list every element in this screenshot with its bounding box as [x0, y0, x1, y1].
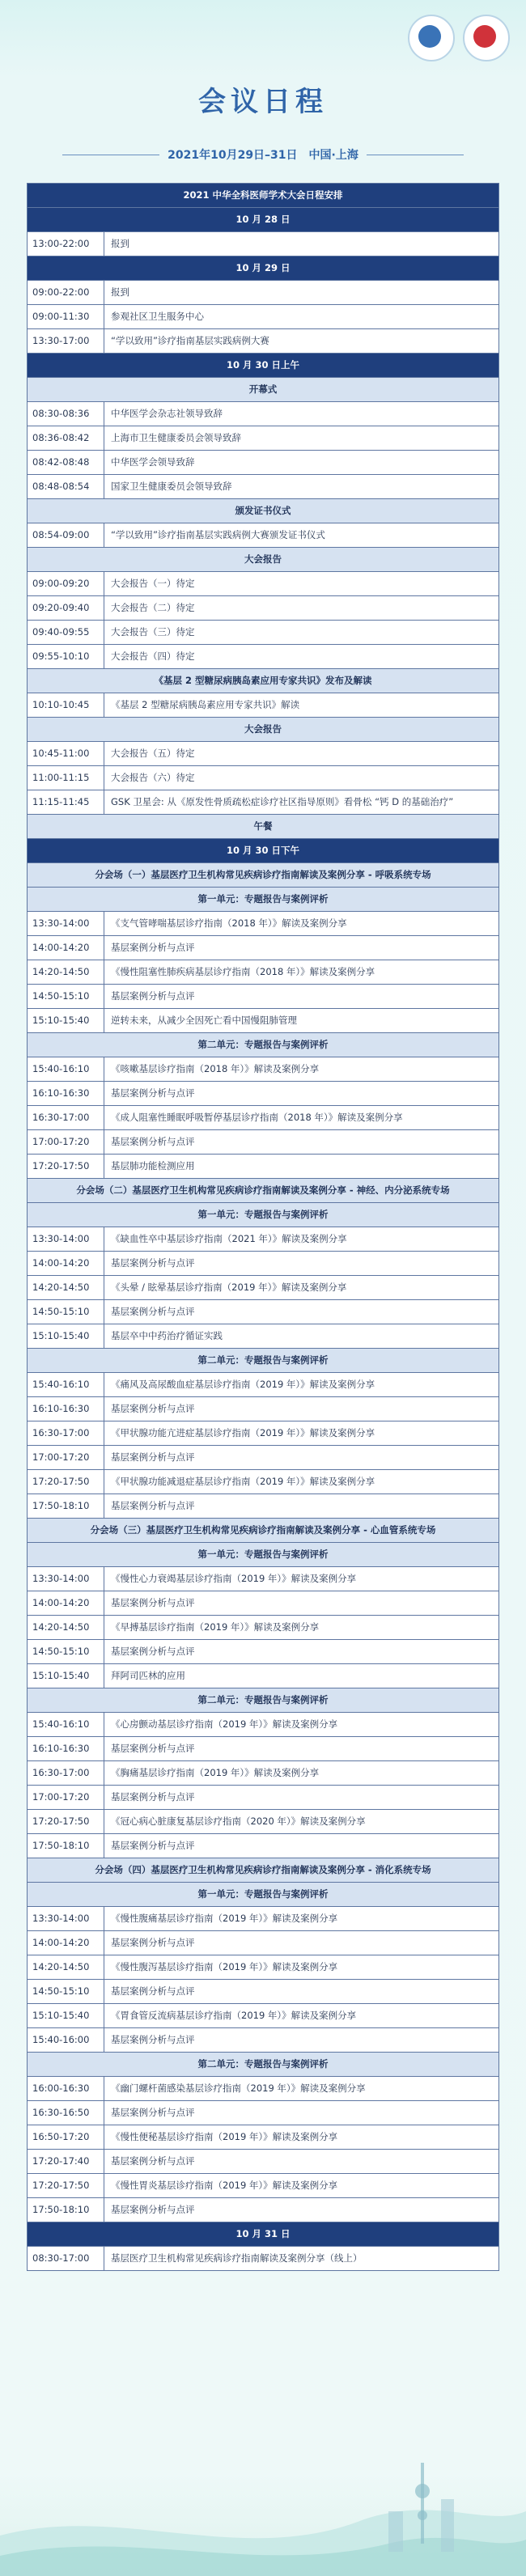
date-header-text: 10 月 30 日下午	[226, 845, 300, 856]
schedule-content: 《头晕 / 眩晕基层诊疗指南（2019 年）》解读及案例分享	[111, 1282, 347, 1293]
date-location-line	[0, 146, 526, 163]
schedule-time: 17:20-17:50	[28, 1470, 104, 1493]
schedule-row	[27, 2247, 499, 2271]
schedule-time: 09:00-09:20	[28, 572, 104, 595]
cma-logo-icon	[408, 15, 455, 61]
date-header-row	[27, 183, 499, 208]
schedule-table	[27, 183, 499, 2271]
section-header-text: 颁发证书仪式	[235, 505, 291, 516]
schedule-time: 16:10-16:30	[28, 1082, 104, 1105]
section-header-text: 第二单元：专题报告与案例评析	[197, 1694, 329, 1705]
schedule-time: 14:50-15:10	[28, 1300, 104, 1324]
schedule-content: 《缺血性卒中基层诊疗指南（2021 年）》解读及案例分享	[111, 1233, 347, 1244]
schedule-content: 大会报告（一）待定	[111, 578, 195, 589]
schedule-content: 逆转未来，从减少全因死亡看中国慢阻肺管理	[111, 1015, 297, 1026]
schedule-row	[27, 475, 499, 499]
schedule-row	[27, 2028, 499, 2053]
page-title: 会议日程	[198, 86, 328, 118]
schedule-time: 14:00-14:20	[28, 936, 104, 960]
schedule-time: 13:30-14:00	[28, 1907, 104, 1930]
schedule-row	[27, 1009, 499, 1033]
schedule-content: 《痛风及高尿酸血症基层诊疗指南（2019 年）》解读及案例分享	[111, 1379, 375, 1390]
schedule-content: 《基层 2 型糖尿病胰岛素应用专家共识》解读	[111, 699, 300, 710]
schedule-row	[27, 936, 499, 960]
date-header-row	[27, 208, 499, 232]
schedule-time: 17:20-17:50	[28, 2174, 104, 2197]
schedule-row	[27, 2125, 499, 2150]
schedule-content: 《慢性便秘基层诊疗指南（2019 年）》解读及案例分享	[111, 2131, 338, 2142]
section-header-row	[27, 378, 499, 402]
section-header-text: 第一单元：专题报告与案例评析	[197, 893, 329, 905]
schedule-row	[27, 1106, 499, 1130]
schedule-time: 15:40-16:00	[28, 2028, 104, 2052]
schedule-time: 15:10-15:40	[28, 1664, 104, 1688]
section-header-text: 大会报告	[244, 553, 282, 565]
schedule-row	[27, 281, 499, 305]
section-header-row	[27, 1883, 499, 1907]
schedule-row	[27, 742, 499, 766]
schedule-content: 基层案例分析与点评	[111, 942, 195, 953]
section-header-row	[27, 1203, 499, 1227]
date-location: 2021年10月29日–31日 中国·上海	[168, 149, 358, 162]
schedule-time: 14:20-14:50	[28, 1616, 104, 1639]
schedule-content: 基层肺功能检测应用	[111, 1160, 195, 1171]
section-header-text: 第一单元：专题报告与案例评析	[197, 1209, 329, 1220]
schedule-row	[27, 426, 499, 451]
schedule-row	[27, 1713, 499, 1737]
schedule-row	[27, 1082, 499, 1106]
schedule-row	[27, 2101, 499, 2125]
schedule-row	[27, 2198, 499, 2222]
schedule-time: 09:55-10:10	[28, 645, 104, 668]
section-header-text: 大会报告	[244, 723, 282, 735]
date-header-row	[27, 256, 499, 281]
schedule-content: 报到	[111, 238, 129, 249]
city-skyline-decoration	[0, 2414, 526, 2576]
schedule-row	[27, 645, 499, 669]
schedule-content: 基层案例分析与点评	[111, 2155, 195, 2167]
schedule-time: 15:40-16:10	[28, 1713, 104, 1736]
schedule-time: 08:54-09:00	[28, 523, 104, 547]
schedule-time: 13:30-14:00	[28, 1567, 104, 1591]
date-header-text: 2021 中华全科医师学术大会日程安排	[183, 189, 343, 201]
schedule-row	[27, 2150, 499, 2174]
schedule-time: 17:20-17:50	[28, 1155, 104, 1178]
schedule-content: 基层案例分析与点评	[111, 2034, 195, 2045]
schedule-row	[27, 1130, 499, 1155]
schedule-content: 《慢性阻塞性肺疾病基层诊疗指南（2018 年）》解读及案例分享	[111, 966, 375, 977]
schedule-time: 14:50-15:10	[28, 1640, 104, 1663]
schedule-content: 《慢性腹泻基层诊疗指南（2019 年）》解读及案例分享	[111, 1961, 338, 1972]
section-header-text: 《基层 2 型糖尿病胰岛素应用专家共识》发布及解读	[154, 675, 372, 686]
schedule-row	[27, 1737, 499, 1761]
section-header-row	[27, 1033, 499, 1057]
schedule-time: 14:50-15:10	[28, 985, 104, 1008]
schedule-content: 基层案例分析与点评	[111, 1985, 195, 1997]
schedule-content: 《慢性胃炎基层诊疗指南（2019 年）》解读及案例分享	[111, 2180, 338, 2191]
schedule-content: 中华医学会领导致辞	[111, 456, 195, 468]
schedule-content: 基层案例分析与点评	[111, 1136, 195, 1147]
schedule-content: 基层案例分析与点评	[111, 990, 195, 1002]
schedule-row	[27, 1276, 499, 1300]
schedule-row	[27, 1591, 499, 1616]
schedule-row	[27, 329, 499, 354]
section-header-row	[27, 815, 499, 839]
schedule-time: 09:40-09:55	[28, 621, 104, 644]
section-header-row	[27, 669, 499, 693]
schedule-content: 基层案例分析与点评	[111, 1597, 195, 1608]
schedule-content: 基层卒中中药治疗循证实践	[111, 1330, 223, 1341]
schedule-time: 17:20-17:40	[28, 2150, 104, 2173]
schedule-content: 基层案例分析与点评	[111, 1743, 195, 1754]
date-header-text: 10 月 28 日	[235, 214, 291, 225]
schedule-content: 《心房颤动基层诊疗指南（2019 年）》解读及案例分享	[111, 1718, 338, 1730]
section-header-row	[27, 863, 499, 888]
schedule-content: 《咳嗽基层诊疗指南（2018 年）》解读及案例分享	[111, 1063, 320, 1074]
schedule-row	[27, 596, 499, 621]
schedule-row	[27, 1810, 499, 1834]
schedule-row	[27, 1955, 499, 1980]
journal-logo-icon	[463, 15, 510, 61]
date-header-row	[27, 839, 499, 863]
schedule-row	[27, 451, 499, 475]
date-header-text: 10 月 30 日上午	[226, 359, 300, 371]
schedule-content: 上海市卫生健康委员会领导致辞	[111, 432, 241, 443]
schedule-time: 17:50-18:10	[28, 1494, 104, 1518]
schedule-row	[27, 1786, 499, 1810]
section-header-row	[27, 1349, 499, 1373]
schedule-content: 《慢性腹痛基层诊疗指南（2019 年）》解读及案例分享	[111, 1913, 338, 1924]
schedule-time: 15:10-15:40	[28, 1324, 104, 1348]
schedule-time: 11:15-11:45	[28, 790, 104, 814]
schedule-row	[27, 1252, 499, 1276]
schedule-time: 16:10-16:30	[28, 1397, 104, 1421]
schedule-time: 16:30-16:50	[28, 2101, 104, 2125]
schedule-time: 16:30-17:00	[28, 1761, 104, 1785]
schedule-row	[27, 1931, 499, 1955]
schedule-row	[27, 1057, 499, 1082]
schedule-row	[27, 1324, 499, 1349]
section-header-text: 第二单元：专题报告与案例评析	[197, 2058, 329, 2070]
schedule-content: 基层案例分析与点评	[111, 1500, 195, 1511]
schedule-content: 基层案例分析与点评	[111, 1257, 195, 1269]
section-header-text: 第二单元：专题报告与案例评析	[197, 1354, 329, 1366]
schedule-row	[27, 1616, 499, 1640]
schedule-time: 15:40-16:10	[28, 1057, 104, 1081]
schedule-time: 17:50-18:10	[28, 2198, 104, 2222]
schedule-content: 基层案例分析与点评	[111, 1087, 195, 1099]
schedule-time: 15:40-16:10	[28, 1373, 104, 1396]
schedule-content: “学以致用”诊疗指南基层实践病例大赛颁发证书仪式	[111, 529, 325, 540]
schedule-time: 15:10-15:40	[28, 1009, 104, 1032]
section-header-text: 分会场（三）基层医疗卫生机构常见疾病诊疗指南解读及案例分享 - 心血管系统专场	[90, 1524, 436, 1536]
schedule-row	[27, 402, 499, 426]
schedule-content: 《早搏基层诊疗指南（2019 年）》解读及案例分享	[111, 1621, 320, 1633]
section-header-row	[27, 1519, 499, 1543]
section-header-text: 分会场（四）基层医疗卫生机构常见疾病诊疗指南解读及案例分享 - 消化系统专场	[95, 1864, 431, 1875]
schedule-content: 基层案例分析与点评	[111, 1306, 195, 1317]
schedule-content: 《成人阻塞性睡眠呼吸暂停基层诊疗指南（2018 年）》解读及案例分享	[111, 1112, 403, 1123]
schedule-time: 13:30-14:00	[28, 912, 104, 935]
schedule-content: 基层案例分析与点评	[111, 1937, 195, 1948]
schedule-row	[27, 1300, 499, 1324]
schedule-time: 15:10-15:40	[28, 2004, 104, 2027]
schedule-time: 17:00-17:20	[28, 1130, 104, 1154]
section-header-text: 分会场（二）基层医疗卫生机构常见疾病诊疗指南解读及案例分享 - 神经、内分泌系统专场	[76, 1184, 450, 1196]
schedule-row	[27, 523, 499, 548]
schedule-content: 基层案例分析与点评	[111, 1646, 195, 1657]
section-header-text: 第一单元：专题报告与案例评析	[197, 1888, 329, 1900]
schedule-content: 《胸痛基层诊疗指南（2019 年）》解读及案例分享	[111, 1767, 320, 1778]
schedule-content: 大会报告（三）待定	[111, 626, 195, 638]
date-header-text: 10 月 31 日	[235, 2228, 291, 2239]
header-logos	[408, 15, 510, 61]
schedule-content: 国家卫生健康委员会领导致辞	[111, 481, 232, 492]
schedule-time: 16:50-17:20	[28, 2125, 104, 2149]
section-header-text: 开幕式	[248, 383, 278, 395]
section-header-row	[27, 1179, 499, 1203]
section-header-row	[27, 888, 499, 912]
section-header-text: 午餐	[253, 820, 273, 832]
schedule-time: 16:00-16:30	[28, 2077, 104, 2100]
schedule-time: 14:50-15:10	[28, 1980, 104, 2003]
date-header-text: 10 月 29 日	[235, 262, 291, 273]
schedule-row	[27, 1664, 499, 1688]
schedule-row	[27, 2004, 499, 2028]
schedule-content: 基层案例分析与点评	[111, 1403, 195, 1414]
schedule-row	[27, 1373, 499, 1397]
schedule-content: 《幽门螺杆菌感染基层诊疗指南（2019 年）》解读及案例分享	[111, 2082, 366, 2094]
schedule-content: 参观社区卫生服务中心	[111, 311, 204, 322]
schedule-time: 17:20-17:50	[28, 1810, 104, 1833]
date-header-row	[27, 354, 499, 378]
section-header-row	[27, 1858, 499, 1883]
schedule-time: 14:20-14:50	[28, 1276, 104, 1299]
page-header	[0, 79, 526, 163]
schedule-time: 17:00-17:20	[28, 1786, 104, 1809]
schedule-content: 大会报告（四）待定	[111, 650, 195, 662]
schedule-content: 基层案例分析与点评	[111, 1840, 195, 1851]
schedule-time: 14:20-14:50	[28, 960, 104, 984]
schedule-content: 大会报告（二）待定	[111, 602, 195, 613]
schedule-row	[27, 1155, 499, 1179]
schedule-content: 《胃食管反流病基层诊疗指南（2019 年）》解读及案例分享	[111, 2010, 357, 2021]
section-header-row	[27, 718, 499, 742]
schedule-row	[27, 1494, 499, 1519]
schedule-content: 《冠心病心脏康复基层诊疗指南（2020 年）》解读及案例分享	[111, 1815, 366, 1827]
schedule-time: 17:00-17:20	[28, 1446, 104, 1469]
schedule-time: 14:00-14:20	[28, 1931, 104, 1955]
schedule-time: 08:30-17:00	[28, 2247, 104, 2270]
schedule-time: 08:48-08:54	[28, 475, 104, 498]
schedule-content: “学以致用”诊疗指南基层实践病例大赛	[111, 335, 269, 346]
schedule-time: 13:00-22:00	[28, 232, 104, 256]
schedule-row	[27, 790, 499, 815]
schedule-row	[27, 621, 499, 645]
schedule-row	[27, 1397, 499, 1421]
schedule-row	[27, 1227, 499, 1252]
section-header-row	[27, 548, 499, 572]
schedule-time: 16:30-17:00	[28, 1106, 104, 1129]
schedule-row	[27, 1834, 499, 1858]
schedule-content: 《甲状腺功能亢进症基层诊疗指南（2019 年）》解读及案例分享	[111, 1427, 375, 1438]
schedule-time: 09:00-11:30	[28, 305, 104, 328]
schedule-time: 14:20-14:50	[28, 1955, 104, 1979]
schedule-row	[27, 2077, 499, 2101]
schedule-content: 中华医学会杂志社领导致辞	[111, 408, 223, 419]
schedule-row	[27, 2174, 499, 2198]
schedule-content: 基层案例分析与点评	[111, 2107, 195, 2118]
schedule-row	[27, 985, 499, 1009]
schedule-row	[27, 1421, 499, 1446]
schedule-time: 16:10-16:30	[28, 1737, 104, 1760]
schedule-time: 17:50-18:10	[28, 1834, 104, 1858]
schedule-time: 13:30-14:00	[28, 1227, 104, 1251]
section-header-row	[27, 2053, 499, 2077]
section-header-row	[27, 1688, 499, 1713]
schedule-time: 13:30-17:00	[28, 329, 104, 353]
schedule-row	[27, 572, 499, 596]
schedule-row	[27, 693, 499, 718]
section-header-row	[27, 1543, 499, 1567]
schedule-content: 报到	[111, 286, 129, 298]
date-header-row	[27, 2222, 499, 2247]
schedule-time: 08:30-08:36	[28, 402, 104, 426]
schedule-content: 大会报告（五）待定	[111, 748, 195, 759]
schedule-time: 16:30-17:00	[28, 1421, 104, 1445]
schedule-time: 14:00-14:20	[28, 1252, 104, 1275]
schedule-row	[27, 960, 499, 985]
schedule-content: 基层医疗卫生机构常见疾病诊疗指南解读及案例分享（线上）	[111, 2252, 363, 2264]
schedule-row	[27, 1980, 499, 2004]
schedule-time: 14:00-14:20	[28, 1591, 104, 1615]
schedule-row	[27, 912, 499, 936]
schedule-row	[27, 305, 499, 329]
schedule-content: 基层案例分析与点评	[111, 1451, 195, 1463]
schedule-time: 08:36-08:42	[28, 426, 104, 450]
section-header-text: 第二单元：专题报告与案例评析	[197, 1039, 329, 1050]
section-header-text: 第一单元：专题报告与案例评析	[197, 1549, 329, 1560]
schedule-time: 09:20-09:40	[28, 596, 104, 620]
schedule-row	[27, 1761, 499, 1786]
schedule-row	[27, 232, 499, 256]
schedule-row	[27, 766, 499, 790]
schedule-row	[27, 1640, 499, 1664]
schedule-content: 大会报告（六）待定	[111, 772, 195, 783]
section-header-text: 分会场（一）基层医疗卫生机构常见疾病诊疗指南解读及案例分享 - 呼吸系统专场	[95, 869, 431, 880]
schedule-content: 《慢性心力衰竭基层诊疗指南（2019 年）》解读及案例分享	[111, 1573, 357, 1584]
schedule-content: 《甲状腺功能减退症基层诊疗指南（2019 年）》解读及案例分享	[111, 1476, 375, 1487]
schedule-content: 基层案例分析与点评	[111, 1791, 195, 1803]
schedule-time: 09:00-22:00	[28, 281, 104, 304]
schedule-row	[27, 1470, 499, 1494]
schedule-row	[27, 1446, 499, 1470]
section-header-row	[27, 499, 499, 523]
schedule-content: GSK 卫星会: 从《原发性骨质疏松症诊疗社区指导原则》看骨松 “钙 D 的基础治疗”	[111, 796, 454, 807]
schedule-row	[27, 1907, 499, 1931]
schedule-content: 基层案例分析与点评	[111, 2204, 195, 2215]
schedule-time: 08:42-08:48	[28, 451, 104, 474]
schedule-time: 10:10-10:45	[28, 693, 104, 717]
schedule-content: 拜阿司匹林的应用	[111, 1670, 185, 1681]
schedule-time: 11:00-11:15	[28, 766, 104, 790]
schedule-row	[27, 1567, 499, 1591]
schedule-time: 10:45-11:00	[28, 742, 104, 765]
schedule-content: 《支气管哮喘基层诊疗指南（2018 年）》解读及案例分享	[111, 917, 347, 929]
